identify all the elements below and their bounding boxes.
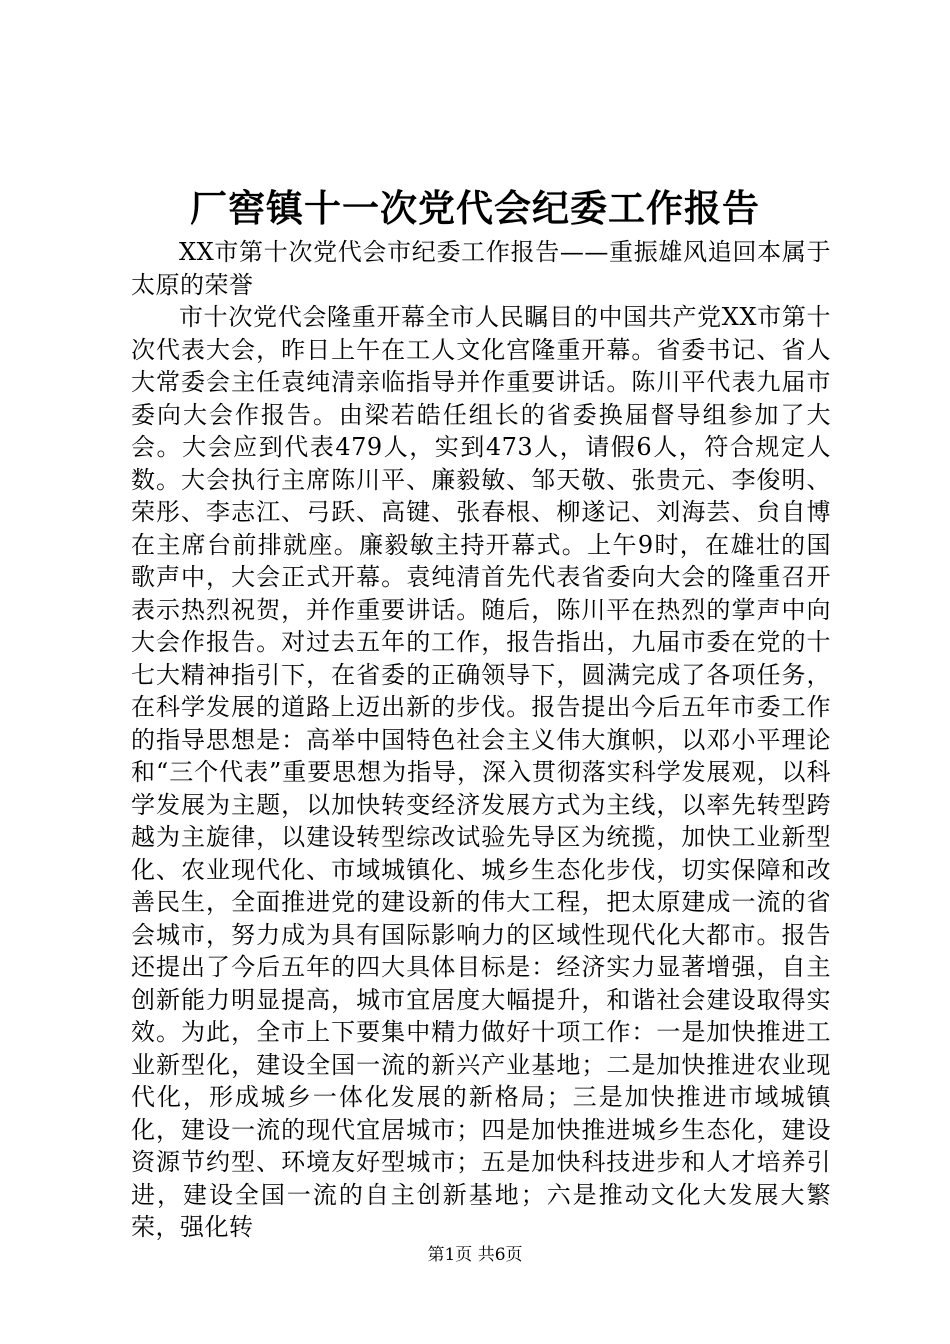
subtitle-paragraph: XX市第十次党代会市纪委工作报告——重振雄风追回本属于太原的荣誉 (131, 238, 831, 299)
document-body (131, 236, 831, 1244)
body-paragraph: 市十次党代会隆重开幕全市人民瞩目的中国共产党XX市第十次代表大会，昨日上午在工人文化宫隆重开幕。省委书记、省人大常委会主任袁纯清亲临指导并作重要讲话。陈川平代表九届市委向大会作报告。由梁若皓任组长的省委换届督导组参加了大会。大会应到代表479人，实到473人，请假6人，符合规定人数。大会执行主席陈川平、廉毅敏、邹天敬、张贵元、李俊明、荣彤、李志江、弓跃、高键、张春根、柳遂记、刘海芸、贠自博在主席台前排就座。廉毅敏主持开幕式。上午9时，在雄壮的国歌声中，大会正式开幕。袁纯清首先代表省委向大会的隆重召开表示热烈祝贺，并作重要讲话。随后，陈川平在热烈的掌声中向大会作报告。对过去五年的工作，报告指出，九届市委在党的十七大精神指引下，在省委的正确领导下，圆满完成了各项任务，在科学发展的道路上迈出新的步伐。报告提出今后五年市委工作的指导思想是：高举中国特色社会主义伟大旗帜，以邓小平理论和“三个代表”重要思想为指导，深入贯彻落实科学发展观，以科学发展为主题，以加快转变经济发展方式为主线，以率先转型跨越为主旋律，以建设转型综改试验先导区为统揽，加快工业新型化、农业现代化、市域城镇化、城乡生态化步伐，切实保障和改善民生，全面推进党的建设新的伟大工程，把太原建成一流的省会城市，努力成为具有国际影响力的区域性现代化大都市。报告还提出了今后五年的四大具体目标是：经济实力显著增强，自主创新能力明显提高，城市宜居度大幅提升，和谐社会建设取得实效。为此，全市上下要集中精力做好十项工作：一是加快推进工业新型化，建设全国一流的新兴产业基地；二是加快推进农业现代化，形成城乡一体化发展的新格局；三是加快推进市域城镇化，建设一流的现代宜居城市；四是加快推进城乡生态化，建设资源节约型、环境友好型城市；五是加快科技进步和人才培养引进，建设全国一流的自主创新基地；六是推动文化大发展大繁荣，强化转 (131, 303, 831, 1241)
page-number-footer: 第1页 共6页 (427, 1245, 523, 1265)
document-title: 厂窖镇十一次党代会纪委工作报告 (190, 186, 760, 230)
